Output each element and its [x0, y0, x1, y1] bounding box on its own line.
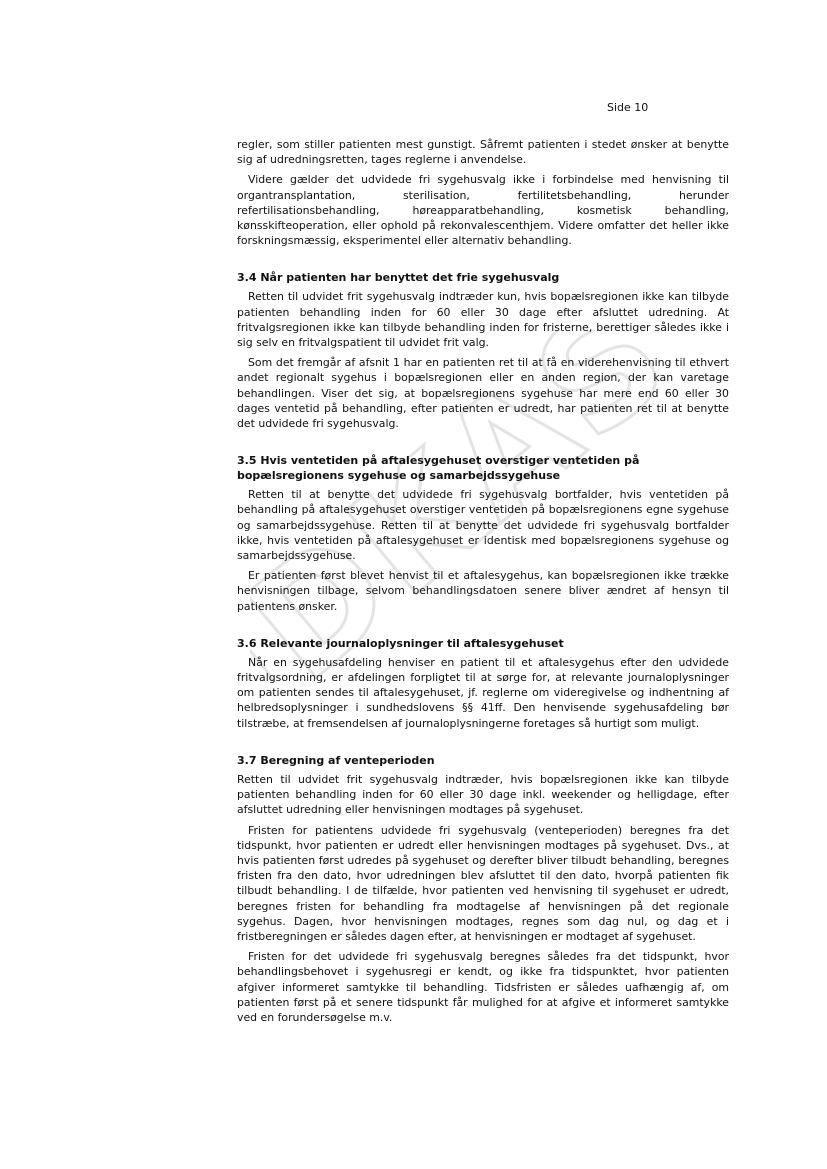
section-heading-3-5: 3.5 Hvis ventetiden på aftalesygehuset overstiger ventetiden på bopælsregionens sygehuse og samarbejdssygehuse [237, 454, 640, 483]
section-heading-3-6: 3.6 Relevante journaloplysninger til aftalesygehuset [237, 636, 564, 650]
section-3-7-paragraph-1: Fristen for patientens udvidede fri sygehusvalg (venteperioden) beregnes fra det tidspunkt, hvor patienten er udredt eller henvisningen modtages på sygehuset. Dvs., at hvis patienten først udredes på sygehuset og derefter bliver tilbudt behandling, beregnes fristen fra den dato, hvor udredningen blev afsluttet til den dato, hvorpå patienten fik tilbudt behandling. I de tilfælde, hvor patienten ved henvisning til sygehuset er udredt, beregnes fristen for behandling fra modtagelse af henvisningen på det regionale sygehus. Dagen, hvor henvisningen modtages, regnes som dag nul, og dag et i fristberegningen er således dagen efter, at henvisningen er modtaget af sygehuset. [237, 823, 729, 943]
page-number: Side 10 [607, 101, 649, 114]
section-heading-3-4: 3.4 Når patienten har benyttet det frie sygehusvalg [237, 271, 560, 285]
section-3-7-paragraph-2: Fristen for det udvidede fri sygehusvalg beregnes således fra det tidspunkt, hvor behandlingsbehovet i sygehusregi er kendt, og ikke fra tidspunktet, hvor patienten afgiver informeret samtykke til behandling. Tidsfristen er således uafhængig af, om patienten først på et senere tidspunkt får mulighed for at afgive et informeret samtykke ved en forundersøgelse m.v. [237, 950, 729, 1024]
section-3-5-paragraph-2: Er patienten først blevet henvist til et aftalesygehus, kan bopælsregionen ikke trække henvisningen tilbage, selvom behandlingsdatoen senere bliver ændret af hensyn til patientens ønsker. [237, 569, 729, 613]
section-3-4-paragraph-2: Som det fremgår af afsnit 1 har en patienten ret til at få en viderehenvisning til ethvert andet regionalt sygehus i bopælsregionen eller en anden region, der kan varetage behandlingen. Viser det sig, at bopælsregionens sygehuse har mere end 60 eller 30 dages ventetid på behandling, efter patienten er udredt, har patienten ret til at benytte det udvidede fri sygehusvalg. [237, 356, 729, 431]
document-body [237, 137, 729, 1030]
section-3-4-paragraph-1: Retten til udvidet frit sygehusvalg indtræder kun, hvis bopælsregionen ikke kan tilbyde patienten behandling inden for 60 eller 30 dage efter afsluttet udredning. At fritvalgsregionen ikke kan tilbyde behandling inden for fristerne, berettiger således ikke i sig selv en fritvalgspatient til udvidet frit valg. [237, 290, 729, 350]
section-3-7-lead-paragraph: Retten til udvidet frit sygehusvalg indtræder, hvis bopælsregionen ikke kan tilbyde patienten behandling inden for 60 eller 30 dage inkl. weekender og helligdage, efter afsluttet udredning eller henvisningen modtages på sygehuset. [237, 772, 729, 817]
section-heading-3-7: 3.7 Beregning af venteperioden [237, 753, 435, 767]
svg-text:UDKAST: UDKAST [250, 330, 670, 680]
section-3-5-paragraph-1: Retten til at benytte det udvidede fri sygehusvalg bortfalder, hvis ventetiden på behandling på aftalesygehuset overstiger ventetiden på bopælsregionens egne sygehuse og samarbejdssygehuse. Retten til at benytte det udvidede fri sygehusvalg bortfalder ikke, hvis ventetiden på aftalesygehuset er identisk med bopælsregionens sygehuse og samarbejdssygehuse. [237, 488, 729, 563]
intro-paragraph-1: regler, som stiller patienten mest gunstigt. Såfremt patienten i stedet ønsker at benytte sig af udredningsretten, tages reglerne i anvendelse. [237, 138, 729, 167]
section-3-6-paragraph-1: Når en sygehusafdeling henviser en patient til et aftalesygehus efter den udvidede fritvalgsordning, er afdelingen forpligtet til at sørge for, at relevante journaloplysninger om patienten sendes til aftalesygehuset, jf. reglerne om videregivelse og indhentning af helbredsoplysninger i sundhedslovens §§ 41ff. Den henvisende sygehusafdeling bør tilstræbe, at fremsendelsen af journaloplysningerne foretages så hurtigt som muligt. [237, 655, 729, 730]
intro-paragraph-2: Videre gælder det udvidede fri sygehusvalg ikke i forbindelse med henvisning til organtransplantation, sterilisation, fertilitetsbehandling, herunder refertilisationsbehandling, høreapparatbehandling, kosmetisk behandling, kønsskifteoperation, eller ophold på rekonvalescenthjem. Videre omfatter det heller ikke forskningsmæssig, eksperimentel eller alternativ behandling. [237, 173, 729, 248]
